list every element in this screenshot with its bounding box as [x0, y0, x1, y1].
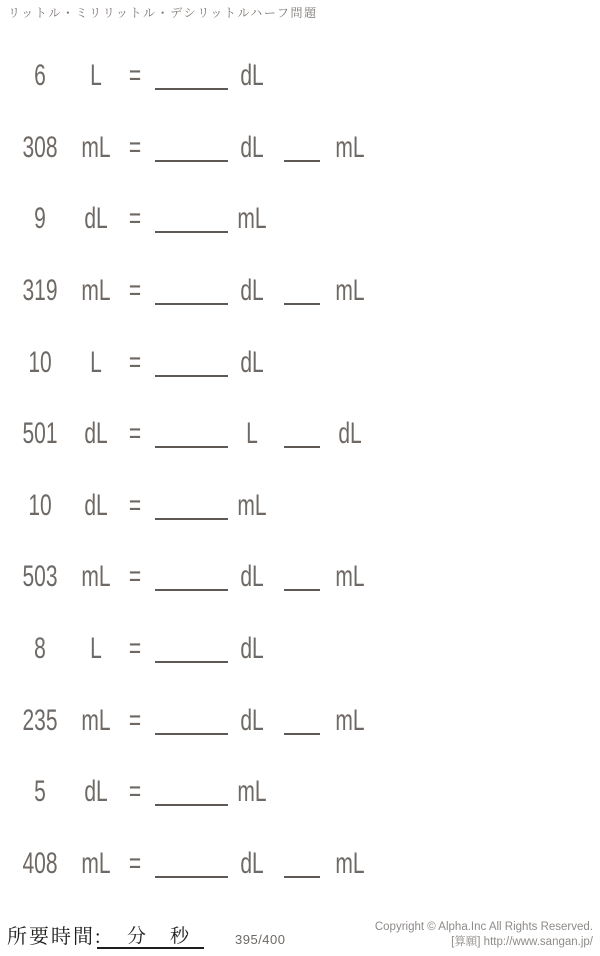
answer-blank-1	[155, 703, 228, 735]
answer-blank-1	[155, 345, 228, 377]
answer-blank-1	[155, 488, 228, 520]
answer-unit-2: mL	[335, 703, 365, 737]
answer-unit-1: mL	[237, 775, 267, 809]
problem-row	[0, 273, 600, 309]
answer-blank-1	[155, 559, 228, 591]
problem-unit: L	[90, 59, 102, 92]
seconds-label: 秒	[170, 926, 190, 947]
problem-unit: mL	[81, 560, 111, 594]
problem-unit: mL	[81, 703, 111, 737]
problem-number: 10	[28, 488, 52, 522]
page-number: 395/400	[235, 932, 286, 947]
problem-row	[0, 703, 600, 739]
time-required-label: 所要時間:	[7, 926, 103, 948]
problem-unit: dL	[84, 202, 108, 236]
problem-number: 503	[22, 560, 58, 594]
problem-row	[0, 201, 600, 237]
time-fill-line	[97, 919, 204, 949]
problem-row	[0, 416, 600, 452]
answer-blank-1	[155, 201, 228, 233]
problem-number: 408	[22, 847, 58, 881]
answer-unit-1: dL	[240, 59, 264, 92]
answer-unit-2: mL	[335, 847, 365, 881]
equals-sign: =	[128, 488, 142, 522]
answer-blank-2	[284, 273, 320, 305]
worksheet-title: リットル・ミリリットル・デシリットルハーフ問題	[8, 6, 318, 20]
problem-unit: mL	[81, 273, 111, 307]
equals-sign: =	[128, 703, 142, 737]
answer-unit-2: dL	[338, 417, 362, 451]
problem-number: 6	[34, 59, 46, 92]
answer-blank-1	[155, 58, 228, 90]
problem-row	[0, 130, 600, 166]
problem-row	[0, 345, 600, 381]
equals-sign: =	[128, 560, 142, 594]
answer-unit-1: dL	[240, 703, 264, 737]
answer-unit-1: dL	[240, 632, 264, 666]
answer-blank-1	[155, 130, 228, 162]
answer-unit-1: dL	[240, 130, 264, 164]
equals-sign: =	[128, 632, 142, 666]
problem-unit: dL	[84, 488, 108, 522]
answer-unit-1: dL	[240, 560, 264, 594]
answer-blank-2	[284, 703, 320, 735]
answer-blank-1	[155, 631, 228, 663]
problem-number: 501	[22, 417, 58, 451]
problem-row	[0, 846, 600, 882]
problem-unit: dL	[84, 417, 108, 451]
problem-row	[0, 631, 600, 667]
problem-number: 10	[28, 345, 52, 379]
problem-unit: mL	[81, 130, 111, 164]
equals-sign: =	[128, 202, 142, 236]
problem-number: 319	[22, 273, 58, 307]
problem-row	[0, 774, 600, 810]
answer-blank-1	[155, 273, 228, 305]
answer-blank-1	[155, 846, 228, 878]
problem-unit: L	[90, 632, 102, 666]
problem-unit: dL	[84, 775, 108, 809]
problem-number: 8	[34, 632, 46, 666]
answer-unit-1: dL	[240, 273, 264, 307]
equals-sign: =	[128, 130, 142, 164]
equals-sign: =	[128, 273, 142, 307]
answer-blank-2	[284, 416, 320, 448]
problem-row	[0, 58, 600, 94]
problem-unit: mL	[81, 847, 111, 881]
copyright-line: Copyright © Alpha.Inc All Rights Reserved.	[374, 921, 593, 933]
answer-unit-1: mL	[237, 202, 267, 236]
answer-blank-1	[155, 774, 228, 806]
problem-row	[0, 488, 600, 524]
problem-number: 308	[22, 130, 58, 164]
equals-sign: =	[128, 417, 142, 451]
problem-number: 5	[34, 775, 46, 809]
equals-sign: =	[128, 775, 142, 809]
problem-number: 9	[34, 202, 46, 236]
minutes-label: 分	[127, 926, 147, 947]
answer-blank-2	[284, 846, 320, 878]
problem-number: 235	[22, 703, 58, 737]
answer-blank-2	[284, 130, 320, 162]
site-credit: [算願] http://www.sangan.jp/	[451, 936, 593, 948]
answer-unit-2: mL	[335, 130, 365, 164]
answer-unit-2: mL	[335, 560, 365, 594]
equals-sign: =	[128, 345, 142, 379]
equals-sign: =	[128, 847, 142, 881]
answer-unit-1: mL	[237, 488, 267, 522]
answer-blank-1	[155, 416, 228, 448]
answer-unit-1: L	[246, 417, 258, 451]
answer-unit-2: mL	[335, 273, 365, 307]
answer-unit-1: dL	[240, 847, 264, 881]
problem-row	[0, 559, 600, 595]
answer-blank-2	[284, 559, 320, 591]
equals-sign: =	[128, 59, 142, 92]
problem-unit: L	[90, 345, 102, 379]
answer-unit-1: dL	[240, 345, 264, 379]
